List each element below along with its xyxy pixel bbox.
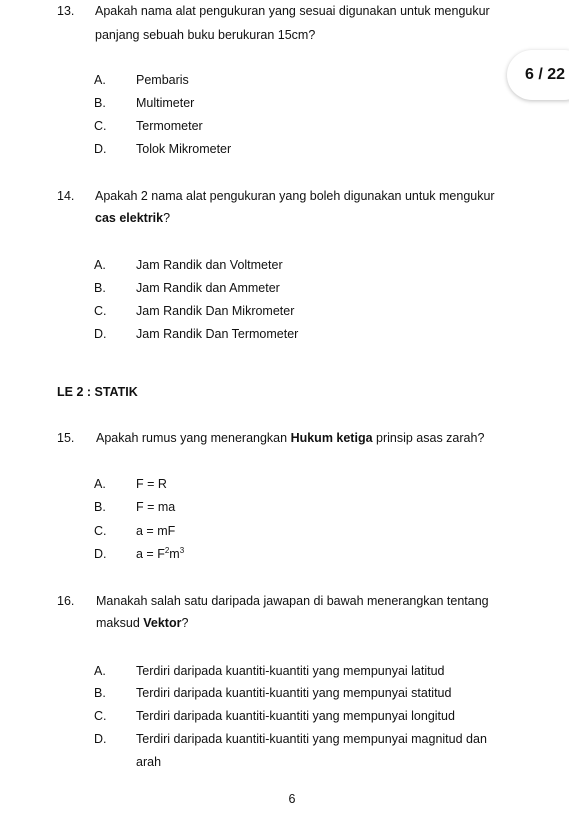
question-15-option-d-letter[interactable]: D. [94,547,107,561]
section-heading: LE 2 : STATIK [57,385,138,399]
question-14-text-line1: Apakah 2 nama alat pengukuran yang boleh digunakan untuk mengukur [95,189,495,203]
question-14-option-a-text[interactable]: Jam Randik dan Voltmeter [136,258,283,272]
question-16-option-b-text[interactable]: Terdiri daripada kuantiti-kuantiti yang mempunyai statitud [136,686,452,700]
question-13-text-line2: panjang sebuah buku berukuran 15cm? [95,28,316,42]
question-14-option-d-letter[interactable]: D. [94,327,107,341]
question-15-number: 15. [57,431,75,445]
question-14-number: 14. [57,189,75,203]
question-14-option-c-text[interactable]: Jam Randik Dan Mikrometer [136,304,295,318]
question-15-option-d-text[interactable] [136,547,184,561]
question-14-option-d-text[interactable]: Jam Randik Dan Termometer [136,327,299,341]
question-15-text-pre: Apakah rumus yang menerangkan [96,431,291,445]
question-16-bold-term: Vektor [143,616,182,630]
question-16-text-pre: maksud [96,616,144,630]
question-15-bold-term: Hukum ketiga [290,431,373,445]
question-16-option-b-letter[interactable]: B. [94,686,106,700]
question-15-option-a-letter[interactable]: A. [94,477,106,491]
formula-mid: m [169,547,180,561]
question-16-text-line2 [96,616,188,630]
question-16-mark: ? [181,616,189,630]
question-14-bold-term: cas elektrik [95,211,164,225]
question-13-number: 13. [57,4,75,18]
question-14-option-b-text[interactable]: Jam Randik dan Ammeter [136,281,280,295]
question-13-option-c-letter[interactable]: C. [94,119,107,133]
question-13-option-b-letter[interactable]: B. [94,96,106,110]
question-15-option-c-text[interactable]: a = mF [136,524,176,538]
question-14-text-line2 [95,211,170,225]
question-16-option-d-letter[interactable]: D. [94,732,107,746]
question-13-option-d-letter[interactable]: D. [94,142,107,156]
question-14-option-a-letter[interactable]: A. [94,258,106,272]
question-15-option-b-letter[interactable]: B. [94,500,106,514]
question-15-text [96,431,484,445]
question-13-text-line1: Apakah nama alat pengukuran yang sesuai digunakan untuk mengukur [95,4,490,18]
page-number: 6 [288,792,296,806]
question-16-number: 16. [57,594,75,608]
question-16-option-d-text[interactable]: Terdiri daripada kuantiti-kuantiti yang mempunyai magnitud dan [136,732,487,746]
question-15-option-c-letter[interactable]: C. [94,524,107,538]
question-13-option-c-text[interactable]: Termometer [136,119,203,133]
question-13-option-a-text[interactable]: Pembaris [136,73,189,87]
question-16-option-c-text[interactable]: Terdiri daripada kuantiti-kuantiti yang mempunyai longitud [136,709,455,723]
question-14-option-b-letter[interactable]: B. [94,281,106,295]
page-counter-badge [507,50,569,100]
question-13-option-b-text[interactable]: Multimeter [136,96,195,110]
question-16-option-a-letter[interactable]: A. [94,664,106,678]
question-16-text-line1: Manakah salah satu daripada jawapan di bawah menerangkan tentang [96,594,489,608]
question-13-option-d-text[interactable]: Tolok Mikrometer [136,142,232,156]
question-16-option-c-letter[interactable]: C. [94,709,107,723]
question-13-option-a-letter[interactable]: A. [94,73,106,87]
question-16-option-d-text-cont[interactable]: arah [136,755,162,769]
formula-base: a = F [136,547,165,561]
question-16-option-a-text[interactable]: Terdiri daripada kuantiti-kuantiti yang mempunyai latitud [136,664,445,678]
question-15-option-a-text[interactable]: F = R [136,477,167,491]
page-counter-text: 6 / 22 [525,66,566,83]
formula-exponent-1: 2 [164,546,170,555]
question-15-option-b-text[interactable]: F = ma [136,500,176,514]
question-14-mark: ? [163,211,171,225]
formula-exponent-2: 3 [179,546,185,555]
question-14-option-c-letter[interactable]: C. [94,304,107,318]
question-15-text-post: prinsip asas zarah? [372,431,485,445]
